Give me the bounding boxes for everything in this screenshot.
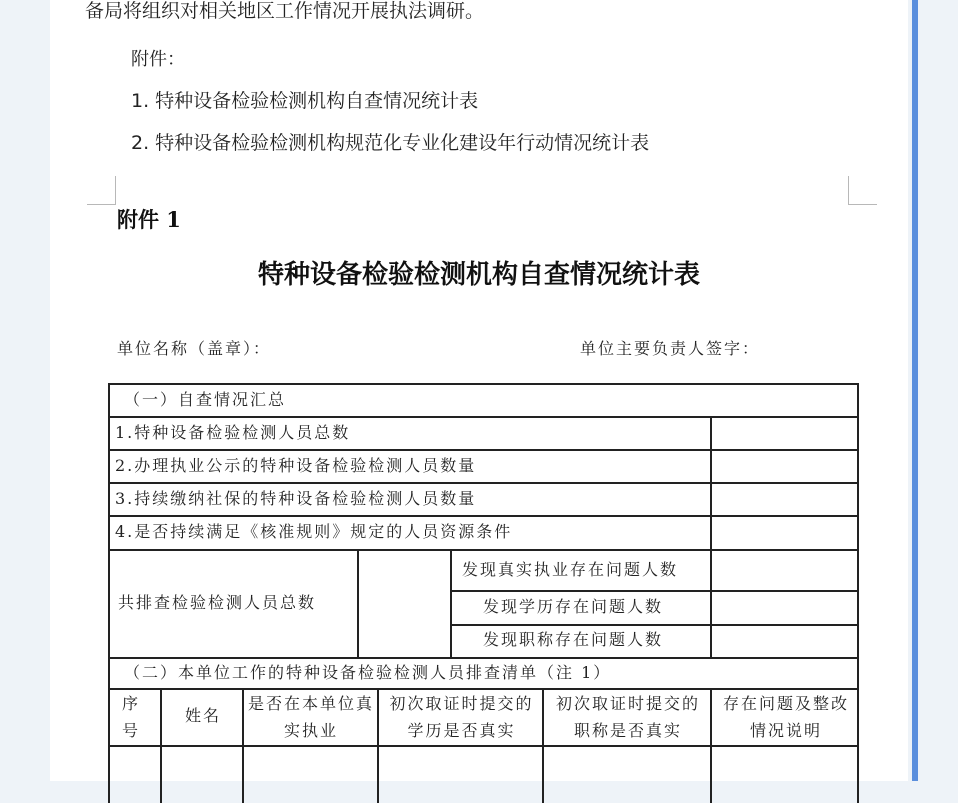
table-line — [450, 549, 452, 657]
table-line — [857, 383, 859, 803]
column-header-education-real: 初次取证时提交的学历是否真实 — [389, 694, 534, 740]
unit-name-label: 单位名称（盖章）： — [117, 339, 272, 358]
table-line — [357, 549, 359, 657]
column-header-title-real: 初次取证时提交的职称是否真实 — [555, 694, 700, 740]
attachment-heading: 附件 1 — [117, 207, 181, 232]
row-label-checked-total: 共排查检验检测人员总数 — [118, 593, 317, 612]
attachment-item-1: 1. 特种设备检验检测机构自查情况统计表 — [131, 90, 479, 112]
table-line — [108, 745, 858, 747]
issue-label-title: 发现职称存在问题人数 — [483, 630, 664, 649]
column-header-issue-notes: 存在问题及整改情况说明 — [722, 694, 849, 740]
row-label-social-insurance-staff: 3.持续缴纳社保的特种设备检验检测人员数量 — [115, 489, 477, 508]
page-corner-mark-left — [87, 176, 116, 205]
table-line — [108, 549, 858, 551]
issue-label-practice: 发现真实执业存在问题人数 — [462, 560, 679, 579]
column-header-name: 姓名 — [184, 706, 221, 725]
section-title-staff-list: （二）本单位工作的特种设备检验检测人员排查清单（注 1） — [124, 663, 612, 682]
attachments-label: 附件： — [131, 49, 185, 70]
table-line — [108, 383, 858, 385]
table-line — [450, 590, 858, 592]
scrollbar-track[interactable] — [912, 0, 918, 781]
row-label-total-staff: 1.特种设备检验检测人员总数 — [115, 423, 351, 442]
column-header-serial: 序号 — [121, 694, 140, 740]
table-line — [710, 416, 712, 657]
table-line — [108, 657, 858, 659]
table-line — [160, 688, 162, 803]
table-line — [377, 688, 379, 803]
issue-label-education: 发现学历存在问题人数 — [483, 597, 664, 616]
column-header-real-practice: 是否在本单位真实执业 — [248, 694, 375, 740]
table-line — [108, 515, 858, 517]
table-line — [450, 624, 858, 626]
page-corner-mark-right — [848, 176, 877, 205]
section-title-summary: （一）自查情况汇总 — [124, 390, 287, 409]
table-line — [108, 383, 110, 803]
table-line — [108, 449, 858, 451]
responsible-sign-label: 单位主要负责人签字： — [580, 339, 761, 358]
table-line — [108, 482, 858, 484]
table-line — [542, 688, 544, 803]
row-label-published-staff: 2.办理执业公示的特种设备检验检测人员数量 — [115, 456, 477, 475]
table-line — [710, 688, 712, 803]
table-line — [108, 416, 858, 418]
self-check-table — [108, 383, 858, 803]
attachment-item-2: 2. 特种设备检验检测机构规范化专业化建设年行动情况统计表 — [131, 132, 650, 154]
document-title: 特种设备检验检测机构自查情况统计表 — [257, 260, 700, 290]
table-line — [242, 688, 244, 803]
intro-paragraph-tail: 备局将组织对相关地区工作情况开展执法调研。 — [85, 0, 485, 22]
row-label-resource-conditions: 4.是否持续满足《核准规则》规定的人员资源条件 — [115, 522, 513, 541]
